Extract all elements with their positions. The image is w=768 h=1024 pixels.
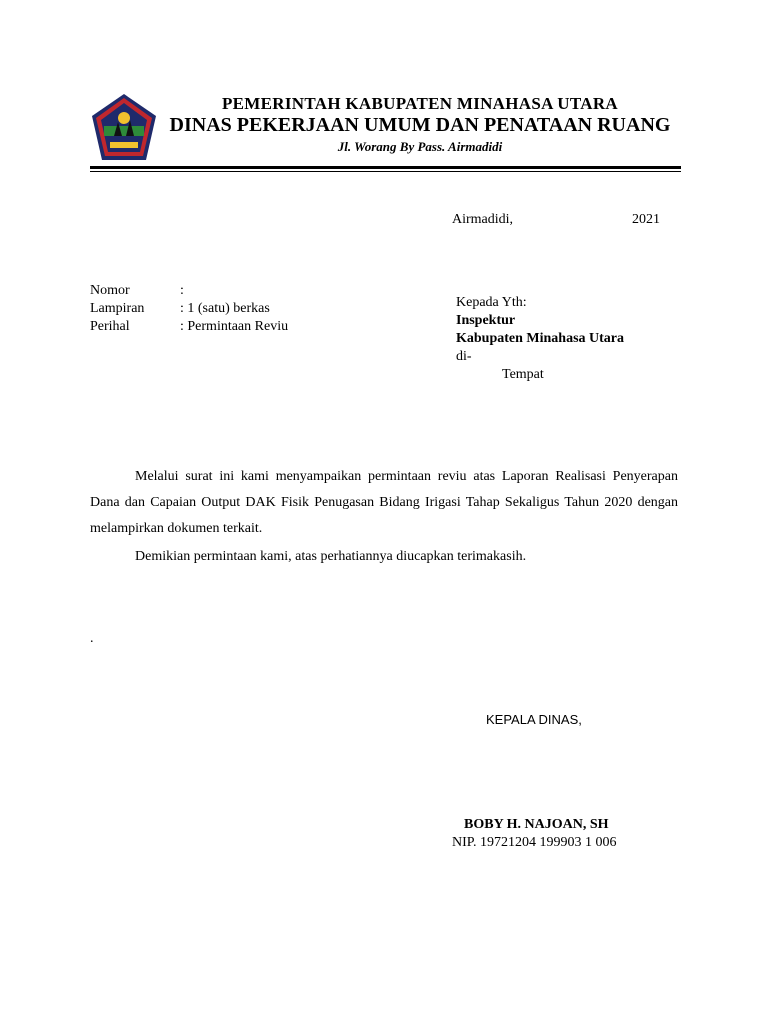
recipient-salutation: Kepada Yth: [456, 295, 527, 310]
recipient-place: Tempat [502, 367, 544, 382]
date-place: Airmadidi, [452, 212, 514, 227]
signature-title: KEPALA DINAS, [486, 712, 582, 727]
body-paragraph-2: Demikian permintaan kami, atas perhatiannya diucapkan terimakasih. [135, 549, 527, 564]
meta-label-perihal: Perihal [90, 319, 130, 334]
date-year: 2021 [632, 212, 660, 227]
recipient-name: Inspektur [456, 313, 516, 328]
signature-name: BOBY H. NAJOAN, SH [464, 817, 609, 832]
recipient-di: di- [456, 349, 472, 364]
meta-value-perihal: : Permintaan Reviu [180, 319, 289, 334]
letterhead-rule-thick [90, 166, 681, 169]
letterhead-rule-thin [90, 171, 681, 172]
stray-dot: . [90, 631, 94, 646]
meta-value-lampiran: : 1 (satu) berkas [180, 301, 270, 316]
meta-value-nomor: : [180, 283, 184, 298]
letterhead-government: PEMERINTAH KABUPATEN MINAHASA UTARA [221, 94, 618, 113]
meta-label-lampiran: Lampiran [90, 301, 145, 316]
letterhead-address: Jl. Worang By Pass. Airmadidi [337, 139, 503, 154]
recipient-org: Kabupaten Minahasa Utara [456, 331, 625, 346]
body-paragraph-1: Melalui surat ini kami menyampaikan permintaan reviu atas Laporan Realisasi Penyerapan Dana dan Capaian Output DAK Fisik Penugasan Bidang Irigasi Tahap Sekaligus Tahun 2020 dengan melampirkan dokumen terkait. [90, 469, 678, 536]
letterhead-office: DINAS PEKERJAAN UMUM DAN PENATAAN RUANG [169, 114, 671, 136]
signature-nip: NIP. 19721204 199903 1 006 [452, 835, 617, 850]
regency-crest-icon [90, 92, 158, 162]
meta-label-nomor: Nomor [90, 283, 130, 298]
